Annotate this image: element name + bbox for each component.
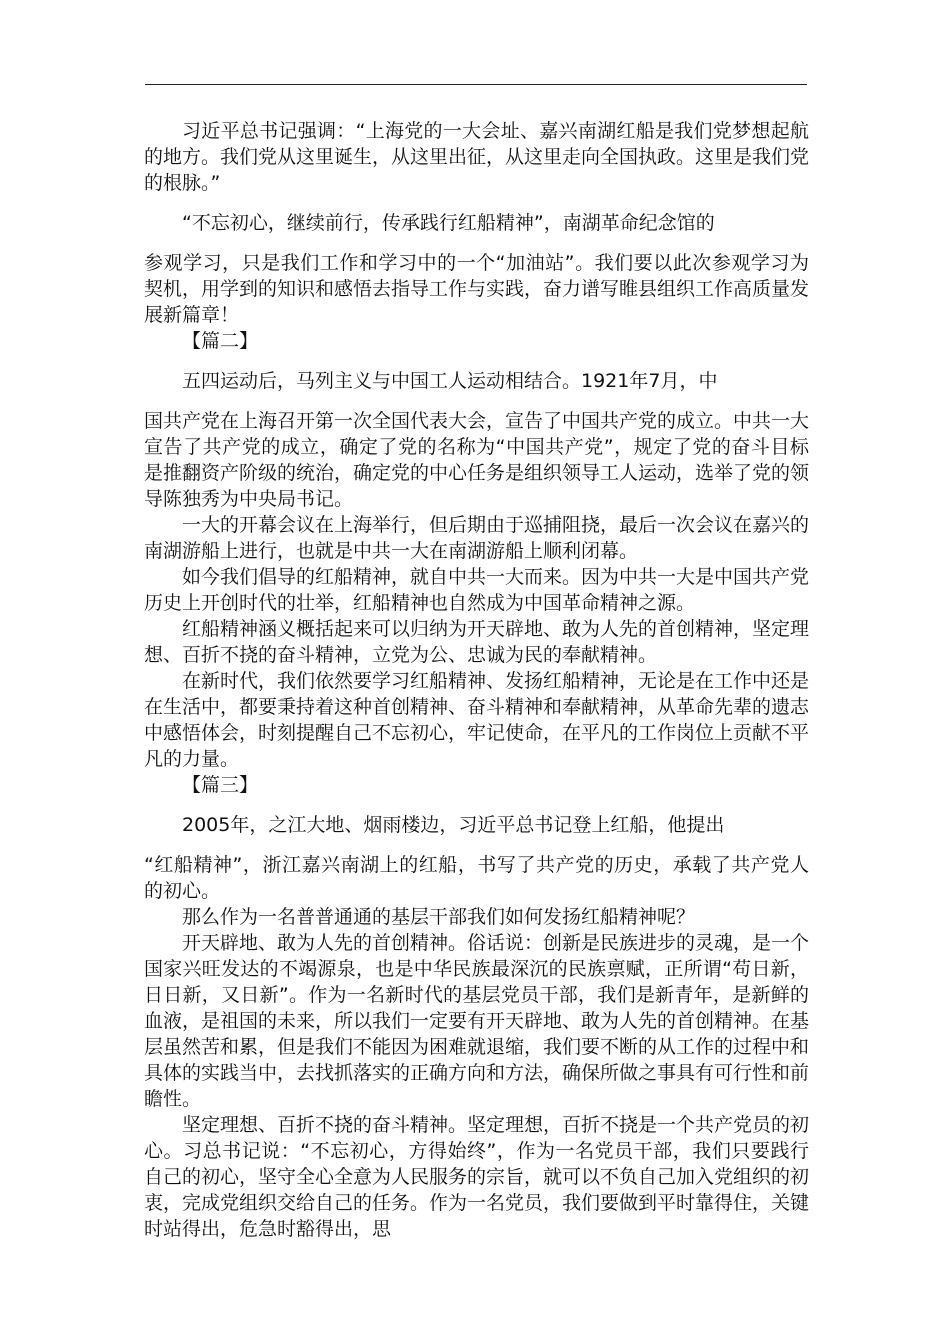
paragraph: 那么作为一名普普通通的基层干部我们如何发扬红船精神呢？ <box>182 906 696 928</box>
paragraph-first-line: 2005年，之江大地、烟雨楼边，习近平总书记登上红船，他提出 <box>182 814 725 836</box>
paragraph: 习近平总书记强调：“上海党的一大会址、嘉兴南湖红船是我们党梦想起航的地方。我们党从这里诞生，从这里出征，从这里走向全国执政。这里是我们党的根脉。” <box>144 120 810 194</box>
paragraph: 如今我们倡导的红船精神，就自中共一大而来。因为中共一大是中国共产党历史上开创时代的壮举，红船精神也自然成为中国革命精神之源。 <box>144 566 810 614</box>
paragraph: 在新时代，我们依然要学习红船精神、发扬红船精神，无论是在工作中还是在生活中，都要秉持着这种首创精神、奋斗精神和奉献精神，从革命先辈的遗志中感悟体会，时刻提醒自己不忘初心，牢记使命，在平凡的工作岗位上贡献不平凡的力量。 <box>144 670 810 770</box>
paragraph-first-line: 五四运动后，马列主义与中国工人运动相结合。1921年7月，中 <box>182 370 718 392</box>
section-heading: 【篇三】 <box>182 774 259 796</box>
document-body <box>144 118 809 1242</box>
header-rule <box>145 84 807 85</box>
paragraph: 坚定理想、百折不挠的奋斗精神。坚定理想，百折不挠是一个共产党员的初心。习总书记说：“不忘初心，方得始终”，作为一名党员干部，我们只要践行自己的初心，坚守全心全意为人民服务的宗旨，就可以不负自己加入党组织的初衷，完成党组织交给自己的任务。作为一名党员，我们要做到平时靠得住，关键时站得出，危急时豁得出，思 <box>144 1114 810 1240</box>
paragraph: 红船精神涵义概括起来可以归纳为开天辟地、敢为人先的首创精神，坚定理想、百折不挠的奋斗精神，立党为公、忠诚为民的奉献精神。 <box>144 618 810 666</box>
paragraph-first-line: “不忘初心，继续前行，传承践行红船精神”，南湖革命纪念馆的 <box>182 212 715 234</box>
section-heading: 【篇二】 <box>182 330 259 352</box>
paragraph: 国共产党在上海召开第一次全国代表大会，宣告了中国共产党的成立。中共一大宣告了共产党的成立，确定了党的名称为“中国共产党”，规定了党的奋斗目标是推翻资产阶级的统治，确定党的中心任务是组织领导工人运动，选举了党的领导陈独秀为中央局书记。 <box>144 410 810 510</box>
paragraph: 一大的开幕会议在上海举行，但后期由于巡捕阻挠，最后一次会议在嘉兴的南湖游船上进行，也就是中共一大在南湖游船上顺利闭幕。 <box>144 514 810 562</box>
paragraph: “红船精神”，浙江嘉兴南湖上的红船，书写了共产党的历史，承载了共产党人的初心。 <box>144 854 809 902</box>
paragraph: 参观学习，只是我们工作和学习中的一个“加油站”。我们要以此次参观学习为契机，用学到的知识和感悟去指导工作与实践，奋力谱写睢县组织工作高质量发展新篇章！ <box>144 252 810 326</box>
paragraph: 开天辟地、敢为人先的首创精神。俗话说：创新是民族进步的灵魂，是一个国家兴旺发达的不竭源泉，也是中华民族最深沉的民族禀赋，正所谓“苟日新，日日新，又日新”。作为一名新时代的基层党员干部，我们是新青年，是新鲜的血液，是祖国的未来，所以我们一定要有开天辟地、敢为人先的首创精神。在基层虽然苦和累，但是我们不能因为困难就退缩，我们要不断的从工作的过程中和具体的实践当中，去找抓落实的正确方向和方法，确保所做之事具有可行性和前瞻性。 <box>144 932 810 1110</box>
